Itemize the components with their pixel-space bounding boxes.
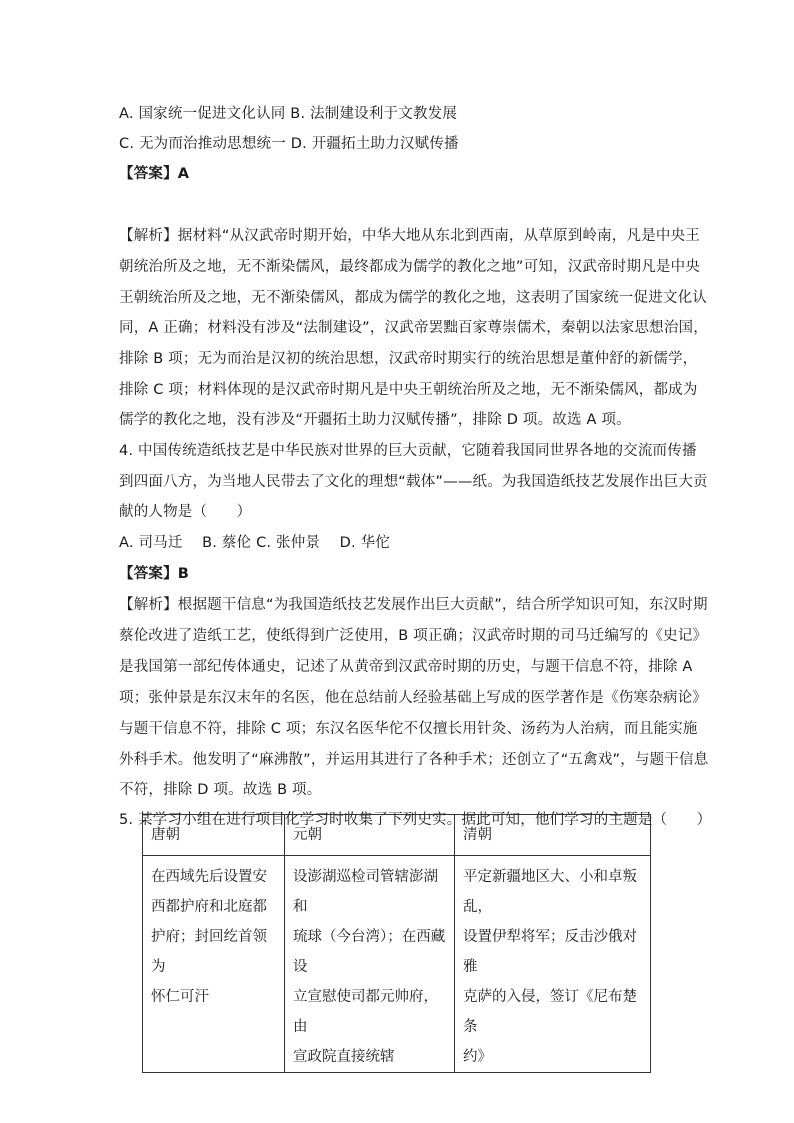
- text-line: A. 司马迁 B. 蔡伦 C. 张仲景 D. 华佗: [119, 535, 391, 551]
- cell-line: 设澎湖巡检司管辖澎湖和: [293, 869, 438, 915]
- text-line: 朝统治所及之地，无不渐染儒风，最终都成为儒学的教化之地”可知，汉武帝时期凡是中央: [119, 259, 701, 275]
- cell-line: 立宣慰使司都元帅府，由: [293, 989, 438, 1035]
- text-line: 5. 某学习小组在进行项目化学习时收集了下列史实。据此可知，他们学习的主题是（ ）: [119, 812, 712, 828]
- history-facts-table: [142, 814, 651, 1073]
- cell-line: 宣政院直接统辖: [293, 1049, 395, 1065]
- cell-line: 在西域先后设置安: [151, 869, 267, 885]
- text-line: 献的人物是（ ）: [119, 504, 252, 520]
- text-line: 是我国第一部纪传体通史，记述了从黄帝到汉武帝时期的历史，与题干信息不符，排除 A: [119, 659, 693, 675]
- cell-line: 怀仁可汗: [151, 989, 209, 1005]
- text-line: A. 国家统一促进文化认同 B. 法制建设利于文教发展: [119, 106, 458, 122]
- table-header-cell: 清朝: [455, 815, 651, 856]
- text-line: 排除 C 项；材料体现的是汉武帝时期凡是中央王朝统治所及之地，无不渐染儒风，都成为: [119, 382, 698, 398]
- text-line: 排除 B 项；无为而治是汉初的统治思想，汉武帝时期实行的统治思想是董仲舒的新儒学，: [119, 351, 698, 367]
- cell-line: 设置伊犁将军；反击沙俄对雅: [463, 929, 637, 975]
- text-line: 【解析】根据题干信息“为我国造纸技艺发展作出巨大贡献”，结合所学知识可知，东汉时期: [119, 597, 708, 613]
- table-header-cell: 元朝: [285, 815, 455, 856]
- table-cell-qing: [455, 856, 651, 1073]
- text-line: 同，A 正确；材料没有涉及“法制建设”，汉武帝罢黜百家尊崇儒术，秦朝以法家思想治国，: [119, 320, 708, 336]
- table-row: [143, 856, 651, 1073]
- text-line: 与题干信息不符，排除 C 项；东汉名医华佗不仅擅长用针灸、汤药为人治病，而且能实施: [119, 721, 698, 737]
- cell-line: 约》: [463, 1049, 492, 1065]
- text-line: 王朝统治所及之地，无不渐染儒风，都成为儒学的教化之地，这表明了国家统一促进文化认: [119, 290, 707, 306]
- text-line: 外科手术。他发明了“麻沸散”，并运用其进行了各种手术；还创立了“五禽戏”，与题干信息: [119, 752, 709, 768]
- text-line: 不符，排除 D 项。故选 B 项。: [119, 782, 322, 798]
- cell-line: 西都护府和北庭都: [151, 899, 267, 915]
- text-line: 儒学的教化之地，没有涉及“开疆拓土助力汉赋传播”，排除 D 项。故选 A 项。: [119, 412, 631, 428]
- text-line: 【答案】B: [119, 566, 190, 582]
- text-line: 【答案】A: [119, 166, 190, 182]
- table-header-row: [143, 815, 651, 856]
- table-cell-yuan: [285, 856, 455, 1073]
- cell-line: 琉球（今台湾）；在西藏设: [293, 929, 446, 975]
- text-line: 【解析】据材料“从汉武帝时期开始，中华大地从东北到西南，从草原到岭南，凡是中央王: [119, 228, 701, 244]
- cell-line: 克萨的入侵，签订《尼布楚条: [463, 989, 637, 1035]
- table-cell-tang: [143, 856, 285, 1073]
- text-line: 蔡伦改进了造纸工艺，使纸得到广泛使用，B 项正确；汉武帝时期的司马迁编写的《史记》: [119, 628, 708, 644]
- text-line: 4. 中国传统造纸技艺是中华民族对世界的巨大贡献，它随着我国同世界各地的交流而传播: [119, 443, 697, 459]
- text-line: C. 无为而治推动思想统一 D. 开疆拓土助力汉赋传播: [119, 136, 459, 152]
- cell-line: 平定新疆地区大、小和卓叛乱，: [463, 869, 637, 915]
- text-line: 项；张仲景是东汉末年的名医，他在总结前人经验基础上写成的医学著作是《伤寒杂病论》: [119, 690, 707, 706]
- text-line: 到四面八方，为当地人民带去了文化的理想“载体”——纸。为我国造纸技艺发展作出巨大贡: [119, 474, 708, 490]
- cell-line: 护府；封回纥首领为: [151, 929, 267, 975]
- table-header-cell: 唐朝: [143, 815, 285, 856]
